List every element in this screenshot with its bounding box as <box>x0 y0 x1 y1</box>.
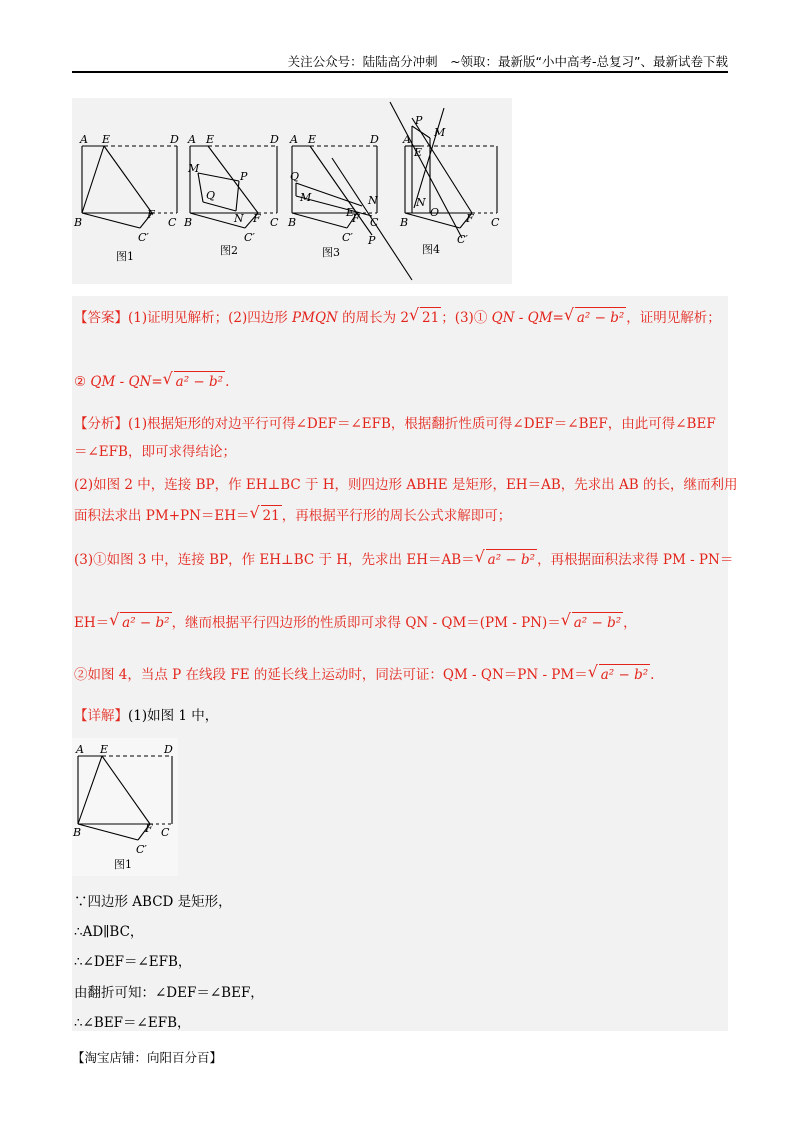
svg-text:C′: C′ <box>136 843 147 856</box>
svg-text:M: M <box>300 191 312 204</box>
svg-text:C: C <box>161 826 170 839</box>
header-divider <box>72 71 728 73</box>
analysis-line-1: 【分析】(1)根据矩形的对边平行可得∠DEF＝∠EFB，根据翻折性质可得∠DEF＝∠BEF，由此可得∠BEF <box>74 416 716 432</box>
svg-text:C: C <box>370 216 379 229</box>
svg-text:P: P <box>240 170 248 183</box>
svg-text:B: B <box>400 216 409 229</box>
svg-text:E: E <box>100 743 109 756</box>
detail-tag: 【详解】 <box>74 708 128 724</box>
answer-line-1: 【答案】(1)证明见解析；(2)四边形 PMQN 的周长为 2√ 21 ；(3)① QN - QM=√ a² − b² ，证明见解析； <box>74 307 721 328</box>
page-header: 关注公众号：陆陆高分冲刺 ~领取：最新版“小中高考-总复习”、最新试卷下载 <box>287 54 728 69</box>
detail-step-5: ∴∠BEF＝∠EFB， <box>74 1015 191 1031</box>
svg-text:F: F <box>145 822 153 835</box>
svg-text:D: D <box>170 133 179 146</box>
svg-text:D: D <box>164 743 173 756</box>
svg-text:A: A <box>188 133 196 146</box>
svg-text:M: M <box>434 126 446 139</box>
svg-text:N: N <box>234 212 244 225</box>
svg-text:C′: C′ <box>138 231 149 244</box>
fig2-caption: 图2 <box>220 244 238 257</box>
fig1-caption: 图1 <box>116 250 134 263</box>
svg-text:F: F <box>147 208 155 221</box>
svg-text:P: P <box>368 234 376 247</box>
detail-step-4: 由翻折可知：∠DEF＝∠BEF， <box>74 985 264 1001</box>
svg-text:C′: C′ <box>457 233 468 246</box>
detail-figure-caption: 图1 <box>114 858 132 871</box>
svg-text:Q: Q <box>290 170 300 183</box>
figure-1 <box>82 146 177 228</box>
detail-line-1: 【详解】(1)如图 1 中， <box>74 708 219 724</box>
figure-strip <box>72 98 512 284</box>
svg-text:E: E <box>308 133 317 146</box>
svg-text:E: E <box>102 133 111 146</box>
svg-text:B: B <box>74 216 83 229</box>
svg-text:C: C <box>168 216 177 229</box>
detail-figure-1 <box>72 738 178 876</box>
svg-text:P: P <box>415 114 423 127</box>
svg-text:D: D <box>370 133 379 146</box>
svg-text:N: N <box>416 196 426 209</box>
analysis-line-6: EH＝√ a² − b² ，继而根据平行四边形的性质即可求得 QN - QM＝(PM - PN)＝√ a² − b² ， <box>74 612 637 633</box>
svg-text:E: E <box>346 206 355 219</box>
svg-text:F: F <box>253 212 261 225</box>
svg-text:B: B <box>288 216 297 229</box>
svg-text:B: B <box>73 826 82 839</box>
page-footer: 【淘宝店铺：向阳百分百】 <box>72 1050 223 1065</box>
fig3-caption: 图3 <box>322 246 340 259</box>
svg-text:C′: C′ <box>342 231 353 244</box>
svg-text:M: M <box>188 162 200 175</box>
analysis-line-7: ②如图 4，当点 P 在线段 FE 的延长线上运动时，同法可证：QM - QN＝PN - PM＝√ a² − b² . <box>74 664 654 685</box>
analysis-line-3: (2)如图 2 中，连接 BP，作 EH⊥BC 于 H，则四边形 ABHE 是矩形，EH＝AB，先求出 AB 的长，继而利用 <box>74 477 738 493</box>
detail-step-3: ∴∠DEF＝∠EFB， <box>74 954 192 970</box>
svg-text:C: C <box>491 216 500 229</box>
answer-tag: 【答案】 <box>74 310 128 326</box>
svg-text:C: C <box>270 216 279 229</box>
analysis-line-4: 面积法求出 PM+PN＝EH＝√ 21 ，再根据平行形的周长公式求解即可； <box>74 505 511 526</box>
svg-text:F: F <box>466 212 474 225</box>
svg-text:A: A <box>80 133 88 146</box>
analysis-line-5: (3)①如图 3 中，连接 BP，作 EH⊥BC 于 H，先求出 EH＝AB＝√ a² − b² ，再根据面积法求得 PM - PN＝ <box>74 549 733 570</box>
svg-text:D: D <box>270 133 279 146</box>
detail-figure-svg <box>72 738 178 876</box>
analysis-tag: 【分析】 <box>74 416 128 432</box>
answer-line-2: ② QM - QN=√ a² − b² . <box>74 371 229 392</box>
svg-text:C′: C′ <box>244 231 255 244</box>
detail-step-1: ∵四边形 ABCD 是矩形， <box>74 894 232 910</box>
geometry-figures <box>72 98 512 284</box>
svg-text:A: A <box>76 743 84 756</box>
svg-text:F: F <box>352 212 360 225</box>
svg-text:Q: Q <box>206 189 216 202</box>
svg-text:E: E <box>206 133 215 146</box>
detail-step-2: ∴AD∥BC， <box>74 924 144 940</box>
analysis-line-2: ＝∠EFB，即可求得结论； <box>74 444 236 460</box>
svg-text:E: E <box>414 146 423 159</box>
svg-text:B: B <box>184 216 193 229</box>
fig4-caption: 图4 <box>422 243 440 256</box>
svg-text:A: A <box>403 133 411 146</box>
svg-text:O: O <box>430 206 440 219</box>
svg-text:A: A <box>290 133 298 146</box>
svg-text:N: N <box>368 194 378 207</box>
